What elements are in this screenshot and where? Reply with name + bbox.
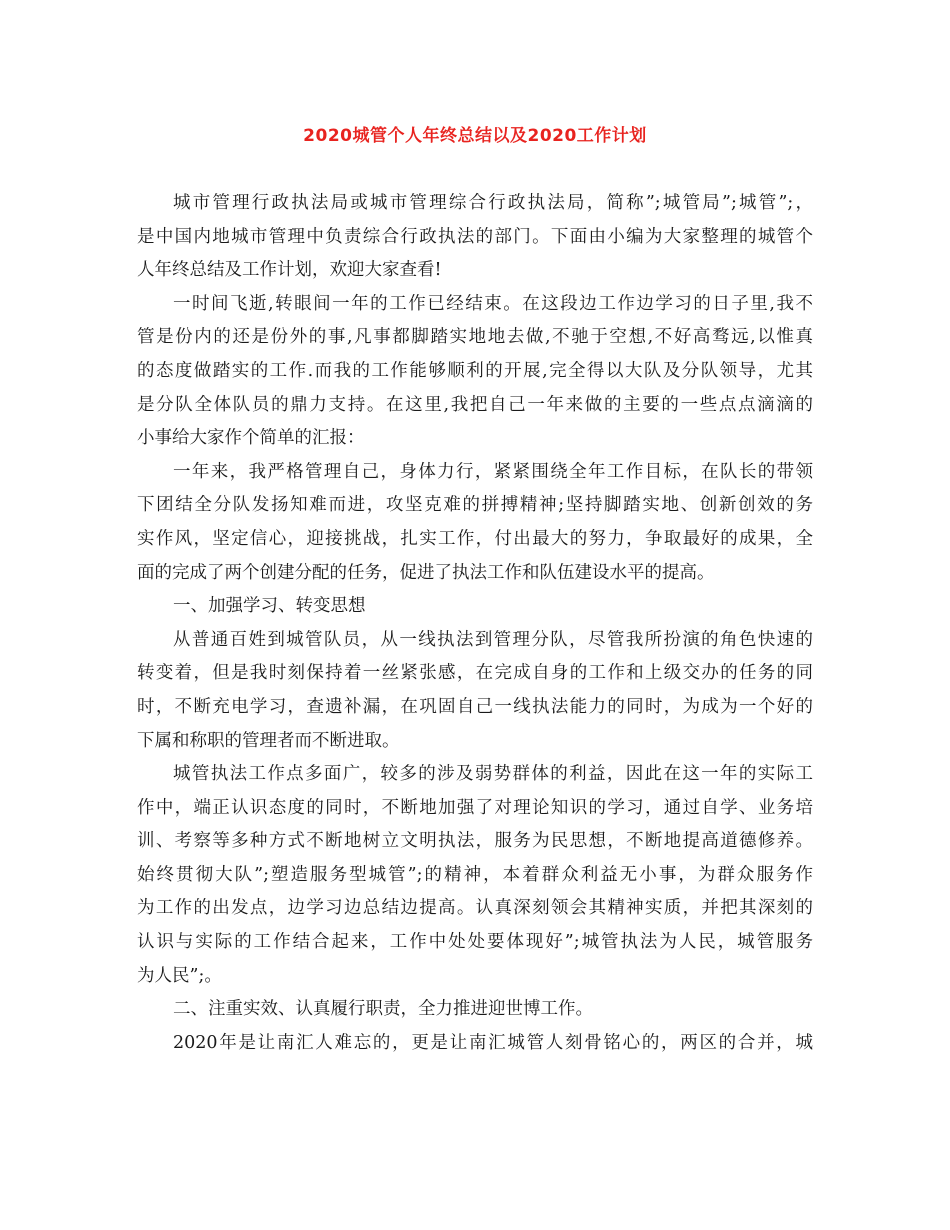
body-text-line: 实作风，坚定信心，迎接挑战，扎实工作，付出最大的努力，争取最好的成果，全 (137, 528, 813, 549)
body-text-line: 始终贯彻大队”;塑造服务型城管”;的精神，本着群众利益无小事，为群众服务作 (137, 864, 813, 885)
body-text-line: 城市管理行政执法局或城市管理综合行政执法局，简称”;城管局”;城管”;， (173, 193, 813, 213)
body-text-line: 下团结全分队发扬知难而进，攻坚克难的拼搏精神;坚持脚踏实地、创新创效的务 (137, 495, 813, 516)
body-text-line: 转变着，但是我时刻保持着一丝紧张感，在完成自身的工作和上级交办的任务的同 (137, 663, 813, 684)
body-text-line: 一年来，我严格管理自己，身体力行，紧紧围绕全年工作目标，在队长的带领 (173, 461, 813, 482)
body-text-line: 小事给大家作个简单的汇报： (137, 428, 365, 449)
body-text-line: 时，不断充电学习，查遗补漏，在巩固自己一线执法能力的同时，为成为一个好的 (137, 696, 813, 717)
body-text-line: 作中，端正认识态度的同时，不断地加强了对理论知识的学习，通过自学、业务培 (137, 797, 813, 818)
body-text-line: 认识与实际的工作结合起来，工作中处处要体现好”;城管执法为人民，城管服务 (137, 932, 813, 953)
body-text-line: 城管执法工作点多面广，较多的涉及弱势群体的利益，因此在这一年的实际工 (173, 764, 813, 785)
body-text-line: 的态度做踏实的工作.而我的工作能够顺利的开展,完全得以大队及分队领导，尤其 (137, 360, 813, 381)
body-text-line: 是中国内地城市管理中负责综合行政执法的部门。下面由小编为大家整理的城管个 (137, 226, 813, 247)
body-text-line: 管是份内的还是份外的事,凡事都脚踏实地地去做,不驰于空想,不好高骛远,以惟真 (137, 327, 813, 348)
body-text-line: 一时间飞逝,转眼间一年的工作已经结束。在这段边工作边学习的日子里,我不 (173, 293, 813, 314)
body-text-line: 一、加强学习、转变思想 (173, 596, 366, 617)
document-title: 2020城管个人年终总结以及2020工作计划 (303, 126, 647, 146)
body-text-line: 为工作的出发点，边学习边总结边提高。认真深刻领会其精神实质，并把其深刻的 (137, 898, 813, 919)
body-text-line: 2020年是让南汇人难忘的，更是让南汇城管人刻骨铭心的，两区的合并，城 (173, 1032, 813, 1053)
body-text-line: 下属和称职的管理者而不断进取。 (137, 730, 400, 751)
document-body (137, 187, 813, 1060)
body-text-line: 训、考察等多种方式不断地树立文明执法，服务为民思想，不断地提高道德修养。 (137, 831, 813, 852)
body-text-line: 人年终总结及工作计划，欢迎大家查看! (137, 260, 442, 281)
body-text-line: 为人民”;。 (137, 965, 222, 986)
body-text-line: 面的完成了两个创建分配的任务，促进了执法工作和队伍建设水平的提高。 (137, 562, 715, 583)
body-text-line: 是分队全体队员的鼎力支持。在这里,我把自己一年来做的主要的一些点点滴滴的 (137, 394, 813, 415)
body-text-line: 从普通百姓到城管队员，从一线执法到管理分队，尽管我所扮演的角色快速的 (173, 629, 813, 650)
body-text-line: 二、注重实效、认真履行职责，全力推进迎世博工作。 (173, 999, 593, 1020)
